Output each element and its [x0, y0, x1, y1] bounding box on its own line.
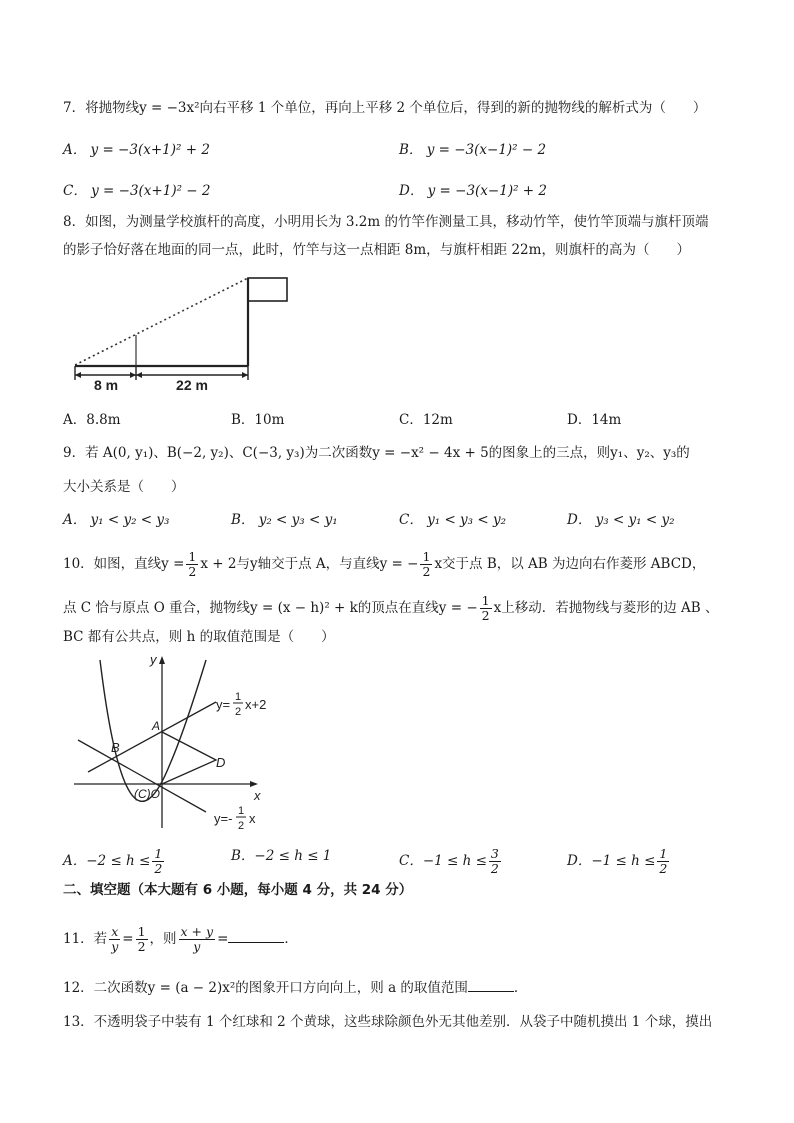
q10-line2-part-b: x上移动．若抛物线与菱形的边 AB 、 — [493, 600, 719, 616]
q9-option-c: C． y₁ < y₃ < y₂ — [399, 512, 507, 528]
q10-fraction-half-2 — [420, 550, 432, 579]
q10-stem-line2 — [63, 594, 718, 623]
q10-line2-label-b: x — [249, 811, 256, 826]
q10-option-c-prefix: C．−1 ≤ h ≤ — [399, 853, 487, 869]
q10-option-c-num: 3 — [490, 846, 499, 861]
q8-shadow-ray — [75, 278, 248, 365]
q10-frac-den-3: 2 — [481, 608, 490, 623]
q8-flagpole-figure — [66, 272, 296, 396]
q11-prefix: 11．若 — [63, 931, 108, 947]
q10-point-d: D — [216, 755, 226, 770]
q9-stem-line1: 9．若 A(0, y₁)、B(−2, y₂)、C(−3, y₃)为二次函数y = −x² − 4x + 5的图象上的三点，则y₁、y₂、y₃的 — [63, 445, 690, 461]
q10-option-c-fraction — [489, 847, 501, 876]
q11-f3-den: y — [193, 939, 201, 954]
q11-suffix: ． — [284, 931, 298, 947]
q12-stem — [63, 977, 527, 997]
q10-point-b: B — [111, 740, 120, 755]
q10-frac-num-3: 1 — [481, 593, 490, 608]
q10-option-d-fraction — [657, 847, 669, 876]
q10-point-a: A — [152, 719, 161, 733]
q7-option-c: C． y = −3(x+1)² − 2 — [63, 183, 211, 199]
q11-f2-den: 2 — [137, 939, 146, 954]
q8-option-b: B．10m — [231, 412, 285, 428]
q10-frac-num: 1 — [188, 549, 197, 564]
q11-fraction-half — [136, 925, 148, 954]
q10-line1-part-c: x交于点 B，以 AB 为边向右作菱形 ABCD， — [434, 556, 706, 572]
q7-option-b: B． y = −3(x−1)² − 2 — [399, 142, 547, 158]
q10-option-a — [63, 847, 166, 876]
q10-x-axis-label: x — [254, 788, 261, 803]
q10-option-a-fraction — [152, 847, 164, 876]
q10-option-c — [399, 847, 503, 876]
q10-y-axis-label: y — [150, 652, 157, 667]
q9-option-b: B． y₂ < y₃ < y₁ — [231, 512, 338, 528]
q11-answer-blank[interactable] — [228, 928, 284, 943]
q11-mid: ，则 — [149, 931, 177, 947]
q10-option-a-prefix: A．−2 ≤ h ≤ — [63, 853, 151, 869]
q11-stem — [63, 925, 298, 954]
q11-f3-num: x + y — [180, 924, 214, 939]
q10-line1-label-a: y= — [216, 697, 231, 712]
q8-flag — [248, 278, 287, 301]
q10-rhombus-edges — [162, 732, 216, 784]
q8-label-22m: 22 m — [176, 377, 208, 393]
q10-option-a-den: 2 — [154, 861, 163, 876]
q10-graph-figure — [66, 652, 286, 832]
q10-option-c-den: 2 — [490, 861, 499, 876]
q8-option-d: D．14m — [567, 412, 622, 428]
q11-fraction-xy-over-y — [179, 925, 216, 954]
q12-prefix: 12．二次函数y = (a − 2)x²的图象开口方向向上，则 a 的取值范围 — [63, 980, 468, 996]
q11-f1-num: x — [111, 924, 119, 939]
q10-line1-label-b: x+2 — [245, 697, 267, 712]
q11-equals-2: = — [217, 931, 229, 947]
q8-option-c: C．12m — [399, 412, 453, 428]
q7-option-a: A． y = −3(x+1)² + 2 — [63, 142, 210, 158]
q10-option-b: B．−2 ≤ h ≤ 1 — [231, 848, 332, 864]
q11-f2-num: 1 — [137, 924, 146, 939]
q11-equals: = — [122, 931, 134, 947]
q10-line2-label-den: 2 — [238, 820, 245, 832]
q10-line1-part-a: 10．如图，直线y = — [63, 556, 185, 572]
q10-line1-label-den: 2 — [235, 706, 242, 718]
q10-fraction-half-3 — [480, 594, 492, 623]
q8-stem-line1: 8．如图，为测量学校旗杆的高度，小明用长为 3.2m 的竹竿作测量工具，移动竹竿，使竹竿顶端与旗杆顶端 — [63, 214, 709, 230]
q8-option-a: A．8.8m — [63, 412, 121, 428]
q10-line2-label-num: 1 — [238, 805, 245, 817]
q10-option-d — [567, 847, 671, 876]
q9-stem-line2: 大小关系是（ ） — [63, 479, 185, 495]
q10-frac-den-2: 2 — [422, 564, 431, 579]
q13-stem: 13．不透明袋子中装有 1 个红球和 2 个黄球，这些球除颜色外无其他差别．从袋子中随机摸出 1 个球，摸出 — [63, 1014, 713, 1030]
q10-frac-num-2: 1 — [422, 549, 431, 564]
q12-suffix: ． — [513, 980, 528, 996]
q10-fraction-half — [186, 550, 198, 579]
q8-stem-line2: 的影子恰好落在地面的同一点，此时，竹竿与这一点相距 8m，与旗杆相距 22m，则旗杆的高为（ ） — [63, 242, 690, 258]
section2-heading: 二、填空题（本大题有 6 小题，每小题 4 分，共 24 分） — [63, 882, 413, 898]
q10-frac-den: 2 — [188, 564, 197, 579]
q10-origin-label: (C)O — [134, 787, 160, 801]
q10-stem-line3: BC 都有公共点，则 h 的取值范围是（ ） — [63, 629, 335, 645]
q7-option-d: D． y = −3(x−1)² + 2 — [399, 183, 547, 199]
q11-fraction-x-over-y — [109, 925, 120, 954]
q12-answer-blank[interactable] — [468, 977, 514, 992]
q10-option-d-prefix: D．−1 ≤ h ≤ — [567, 853, 656, 869]
q11-f1-den: y — [111, 939, 119, 954]
q9-option-a: A． y₁ < y₂ < y₃ — [63, 512, 170, 528]
q8-label-8m: 8 m — [93, 377, 119, 393]
q10-line2-part-a: 点 C 恰与原点 O 重合，抛物线y = (x − h)² + k的顶点在直线y = − — [63, 600, 478, 616]
q10-line1-label-num: 1 — [235, 691, 242, 703]
q10-stem-line1 — [63, 550, 705, 579]
q10-option-d-den: 2 — [659, 861, 668, 876]
q9-option-d: D． y₃ < y₁ < y₂ — [567, 512, 675, 528]
q10-option-a-num: 1 — [154, 846, 163, 861]
q10-option-d-num: 1 — [659, 846, 668, 861]
q10-line2-label-a: y=- — [214, 811, 233, 826]
q7-stem: 7．将抛物线y = −3x²向右平移 1 个单位，再向上平移 2 个单位后，得到的新的抛物线的解析式为（ ） — [63, 100, 707, 116]
q10-line1-part-b: x + 2与y轴交于点 A，与直线y = − — [200, 556, 419, 572]
